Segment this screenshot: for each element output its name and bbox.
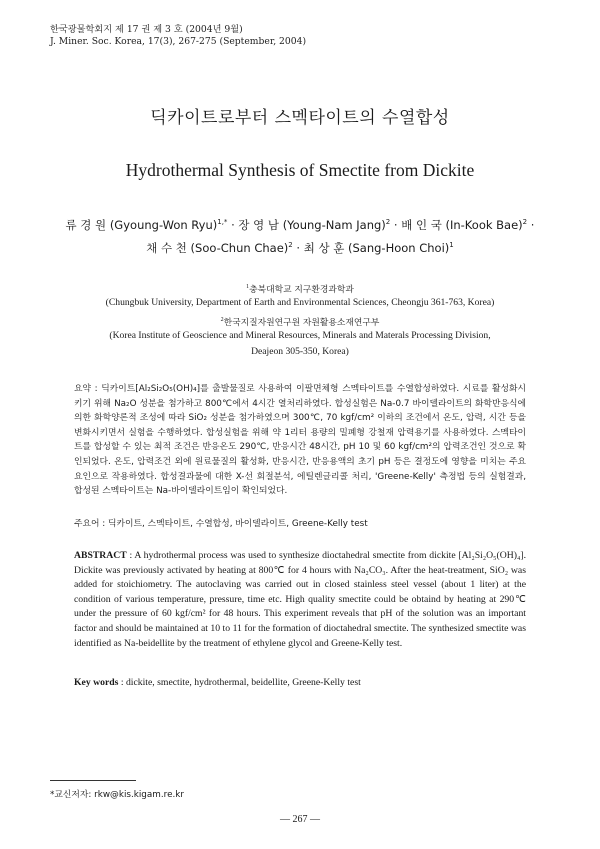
keywords-english-text: : dickite, smectite, hydrothermal, beidellite, Greene-Kelly test bbox=[118, 677, 361, 688]
title-korean: 딕카이트로부터 스멕타이트의 수열합성 bbox=[150, 108, 450, 128]
affiliation-1-english: (Chungbuk University, Department of Earth and Environmental Sciences, Cheongju 361-763, Korea) bbox=[105, 297, 495, 308]
author-separator: · bbox=[527, 217, 535, 232]
journal-header-citation: J. Miner. Soc. Korea, 17(3), 267-275 (September, 2004) bbox=[50, 36, 307, 47]
author-bae-affil: 2 bbox=[522, 218, 528, 226]
author-ryu: 류 경 원 (Gyoung-Won Ryu) bbox=[65, 217, 218, 232]
abstract-english-label: ABSTRACT bbox=[74, 550, 127, 561]
corresponding-author-footnote: *교신저자: rkw@kis.kigam.re.kr bbox=[50, 790, 184, 800]
footnote-divider bbox=[50, 780, 136, 781]
abstract-english bbox=[74, 549, 526, 651]
author-jang-affil: 2 bbox=[385, 218, 391, 226]
journal-header-korean: 한국광물학회지 제 17 권 제 3 호 (2004년 9월) bbox=[50, 24, 243, 35]
keywords-korean-label: 주요어 bbox=[74, 519, 100, 529]
author-line-1 bbox=[20, 212, 580, 235]
keywords-english-label: Key words bbox=[74, 677, 119, 688]
abstract-korean bbox=[74, 382, 526, 499]
affiliation-2-marker: 2 bbox=[220, 317, 224, 323]
affiliation-1-marker: 1 bbox=[246, 284, 250, 290]
author-list bbox=[20, 212, 580, 258]
author-chae: 채 수 천 (Soo-Chun Chae) bbox=[146, 240, 289, 255]
affiliation-1-korean-text: 충북대학교 지구환경과학과 bbox=[249, 285, 354, 296]
keywords-korean-text: : 딕카이트, 스멕타이트, 수열합성, 바이델라이트, Greene-Kelly test bbox=[99, 519, 368, 529]
page-number: — 267 — bbox=[280, 814, 320, 825]
abstract-korean-text: : 딕카이트[Al₂Si₂O₅(OH)₄]를 출발물질로 사용하여 이팔면체형 스멕타이트를 수열합성하였다. 시료를 활성화시키기 위해 Na₂O 성분을 첨가하고 800℃에서 4시간 열처리하였다. 합성실험은 Na-0.7 바이델라이트의 화학반응식에 의한 화학양론적 조성에 따라 SiO₂ 성분을 첨가하였으며 300℃, 70 kgf/cm² 이하의 조건에서 온도, 압력, 시간 등을 변화시키면서 실험을 수행하였다. 합성실험을 위해 약 1리터 용량의 밀폐형 강철재 압력용기를 사용하였다. 스멕타이트를 합성할 수 있는 최적 조건은 반응온도 290℃, 반응시간 48시간, pH 10 및 60 kgf/cm²의 압력조건인 것으로 확인되었다. 온도, 압력조건 외에 원료물질의 활성화, 반응시간, 반응용액의 초기 pH 등은 결정도에 영향을 미치는 주요 요인으로 작용하였다. 합성결과물에 대한 X-선 회절분석, 에틸렌글리콜 처리, 'Greene-Kelly' 측정법 등의 실험결과, 합성된 스멕타이트는 Na-바이델라이트임이 확인되었다. bbox=[74, 384, 526, 497]
keywords-korean bbox=[74, 517, 526, 532]
author-choi-affil: 1 bbox=[449, 240, 454, 249]
keywords-english bbox=[74, 676, 526, 691]
abstract-korean-label: 요약 bbox=[74, 384, 91, 394]
author-choi: · 최 상 훈 (Sang-Hoon Choi) bbox=[296, 240, 450, 255]
abstract-english-text: : A hydrothermal process was used to synthesize dioctahedral smectite from dickite [Al₂Si₂O₅(OH)₄]. Dickite was previously activated by heating at 800℃ for 4 hours with Na₂CO₃. After the heat-treatment, SiO₂ was added for stoichiometry. The autoclaving was carried out in closed stainless steel vessel (about 1 liter) at the condition of various temperature, pressure, time etc. High quality smectite could be obtaind by heating at 290℃ under the pressure of 60 kgf/cm² for 48 hours. This experiment reveals that pH of the solution was an important factor and should be maintained at 10 to 11 for the formation of dioctahedral smectite. The synthesized smectite was identified as Na-beidellite by the treatment of ethylene glycol and Greene-Kelly test. bbox=[74, 550, 526, 649]
author-line-2 bbox=[20, 235, 580, 258]
affiliation-2-english-line1: (Korea Institute of Geoscience and Mineral Resources, Minerals and Materals Processing Division, bbox=[109, 330, 491, 341]
author-bae: · 배 인 국 (In-Kook Bae) bbox=[393, 217, 523, 232]
affiliation-2-english-line2: Deajeon 305-350, Korea) bbox=[251, 346, 349, 357]
author-chae-affil: 2 bbox=[288, 240, 293, 249]
author-ryu-affil: 1,* bbox=[217, 218, 228, 226]
author-jang: · 장 영 남 (Young-Nam Jang) bbox=[231, 217, 386, 232]
affiliation-2-korean-text: 한국지질자원연구원 자원활용소재연구부 bbox=[223, 318, 380, 329]
title-english: Hydrothermal Synthesis of Smectite from Dickite bbox=[125, 160, 475, 180]
